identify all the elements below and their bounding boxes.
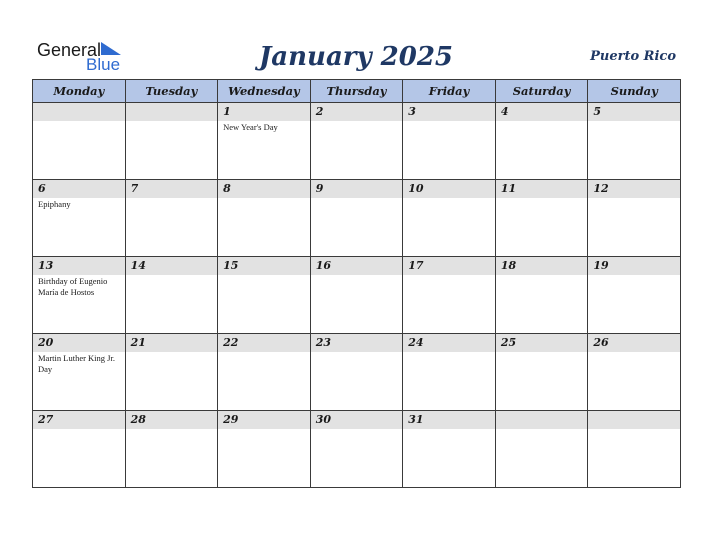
weekday-header: Friday [403, 80, 496, 103]
day-number: 4 [500, 105, 509, 118]
day-number-bar [33, 334, 125, 352]
day-cell [33, 103, 126, 180]
holiday-label [496, 121, 588, 122]
holiday-label [33, 429, 125, 430]
day-number: 1 [223, 105, 231, 118]
calendar-grid [32, 79, 681, 488]
holiday-label [588, 429, 680, 430]
day-number-bar [403, 257, 495, 275]
day-number-bar [496, 103, 588, 121]
day-cell [33, 334, 126, 411]
day-number-bar [588, 334, 680, 352]
day-number-bar [403, 411, 495, 429]
day-number: 22 [223, 336, 239, 349]
day-number: 13 [38, 259, 54, 272]
day-cell [403, 180, 496, 257]
day-number-bar [218, 180, 310, 198]
holiday-label [126, 198, 218, 199]
day-number: 7 [130, 182, 139, 195]
day-cell [588, 334, 681, 411]
weekday-header: Sunday [588, 80, 681, 103]
holiday-label: Birthday of Eugenio María de Hostos [38, 276, 108, 297]
day-cell [125, 180, 218, 257]
day-number-bar [403, 334, 495, 352]
day-number-bar [588, 257, 680, 275]
holiday-label [496, 429, 588, 430]
day-number: 18 [500, 259, 517, 272]
day-number: 17 [408, 259, 424, 272]
country-label: Puerto Rico [590, 49, 676, 64]
holiday-label: Martin Luther King Jr. Day [38, 353, 115, 374]
day-cell [33, 257, 126, 334]
day-number: 28 [130, 413, 146, 426]
day-number-bar [126, 334, 218, 352]
day-number: 11 [500, 182, 517, 195]
day-number-bar [218, 257, 310, 275]
day-number-bar [126, 411, 218, 429]
day-cell [588, 180, 681, 257]
week-row [33, 411, 681, 488]
holiday-label [588, 352, 680, 353]
day-cell [125, 103, 218, 180]
holiday-label [403, 198, 495, 199]
day-cell [403, 334, 496, 411]
holiday-label [496, 352, 588, 353]
day-cell [495, 257, 588, 334]
day-number-bar [311, 411, 403, 429]
day-number-bar [33, 411, 125, 429]
day-number: 29 [223, 413, 239, 426]
day-number-bar [311, 103, 403, 121]
day-number-bar [403, 180, 495, 198]
logo-text-blue: Blue [86, 55, 121, 74]
day-number [588, 411, 680, 413]
holiday-label [588, 121, 680, 122]
day-cell [495, 411, 588, 488]
day-number-bar [311, 257, 403, 275]
holiday-label [588, 198, 680, 199]
holiday-label [218, 275, 310, 276]
day-cell [495, 103, 588, 180]
day-cell [310, 411, 403, 488]
day-number-bar [311, 180, 403, 198]
day-number-bar [496, 411, 588, 429]
weekday-header: Thursday [310, 80, 403, 103]
day-cell [495, 180, 588, 257]
holiday-label [311, 352, 403, 353]
holiday-label [126, 352, 218, 353]
week-row [33, 334, 681, 411]
day-number: 3 [408, 105, 416, 118]
day-number: 8 [223, 182, 231, 195]
day-cell [588, 257, 681, 334]
logo-text-general: General [37, 40, 102, 60]
day-cell [310, 180, 403, 257]
day-cell [125, 411, 218, 488]
holiday-label [311, 429, 403, 430]
holiday-label [403, 429, 495, 430]
day-number: 26 [593, 336, 609, 349]
day-number-bar [496, 257, 588, 275]
day-number: 25 [500, 336, 517, 349]
day-cell [588, 103, 681, 180]
day-number: 6 [38, 182, 46, 195]
day-number: 16 [315, 259, 331, 272]
day-number-bar [33, 103, 125, 121]
day-cell [403, 257, 496, 334]
holiday-label: Epiphany [38, 199, 71, 209]
day-cell [218, 180, 311, 257]
day-number-bar [311, 334, 403, 352]
day-number-bar [496, 180, 588, 198]
day-number: 10 [408, 182, 424, 195]
day-number-bar [218, 334, 310, 352]
weekday-header: Saturday [495, 80, 588, 103]
day-number: 21 [130, 336, 146, 349]
day-number-bar [33, 257, 125, 275]
holiday-label [126, 275, 218, 276]
holiday-label [218, 198, 310, 199]
weekday-header-row [33, 80, 681, 103]
holiday-label [496, 198, 588, 199]
day-cell [310, 103, 403, 180]
day-number-bar [218, 103, 310, 121]
day-number: 27 [38, 413, 54, 426]
day-cell [125, 334, 218, 411]
weekday-header: Monday [33, 80, 126, 103]
holiday-label [218, 352, 310, 353]
day-number-bar [126, 103, 218, 121]
holiday-label [403, 352, 495, 353]
day-cell [218, 411, 311, 488]
holiday-label [311, 198, 403, 199]
day-number-bar [403, 103, 495, 121]
day-number: 2 [315, 105, 324, 118]
day-cell [310, 334, 403, 411]
day-number: 20 [38, 336, 54, 349]
holiday-label [33, 121, 125, 122]
day-number-bar [588, 411, 680, 429]
day-cell [33, 180, 126, 257]
week-row [33, 180, 681, 257]
day-cell [495, 334, 588, 411]
holiday-label [403, 121, 495, 122]
holiday-label [403, 275, 495, 276]
holiday-label [311, 275, 403, 276]
day-number-bar [33, 180, 125, 198]
week-row [33, 103, 681, 180]
day-number [126, 103, 218, 105]
day-number-bar [126, 257, 218, 275]
day-cell [33, 411, 126, 488]
weekday-header: Wednesday [218, 80, 311, 103]
day-cell [218, 257, 311, 334]
day-number: 24 [408, 336, 424, 349]
day-number-bar [588, 103, 680, 121]
day-number: 14 [130, 259, 146, 272]
day-cell [218, 103, 311, 180]
holiday-label [126, 429, 218, 430]
holiday-label [496, 275, 588, 276]
day-number: 23 [315, 336, 331, 349]
day-number: 9 [315, 182, 324, 195]
day-cell [403, 103, 496, 180]
day-cell [218, 334, 311, 411]
day-number [496, 411, 588, 413]
day-number: 30 [315, 413, 331, 426]
day-number [33, 103, 125, 105]
day-number: 5 [593, 105, 602, 118]
holiday-label [218, 429, 310, 430]
day-number-bar [126, 180, 218, 198]
holiday-label: New Year's Day [223, 122, 278, 132]
day-cell [403, 411, 496, 488]
week-row [33, 257, 681, 334]
day-cell [125, 257, 218, 334]
day-cell [310, 257, 403, 334]
day-number-bar [588, 180, 680, 198]
weekday-header: Tuesday [125, 80, 218, 103]
day-number: 15 [223, 259, 239, 272]
day-number-bar [218, 411, 310, 429]
day-number: 12 [593, 182, 609, 195]
holiday-label [126, 121, 218, 122]
calendar-title: January 2025 [258, 42, 454, 72]
day-number: 19 [593, 259, 609, 272]
day-cell [588, 411, 681, 488]
day-number-bar [496, 334, 588, 352]
holiday-label [588, 275, 680, 276]
holiday-label [311, 121, 403, 122]
day-number: 31 [408, 413, 424, 426]
